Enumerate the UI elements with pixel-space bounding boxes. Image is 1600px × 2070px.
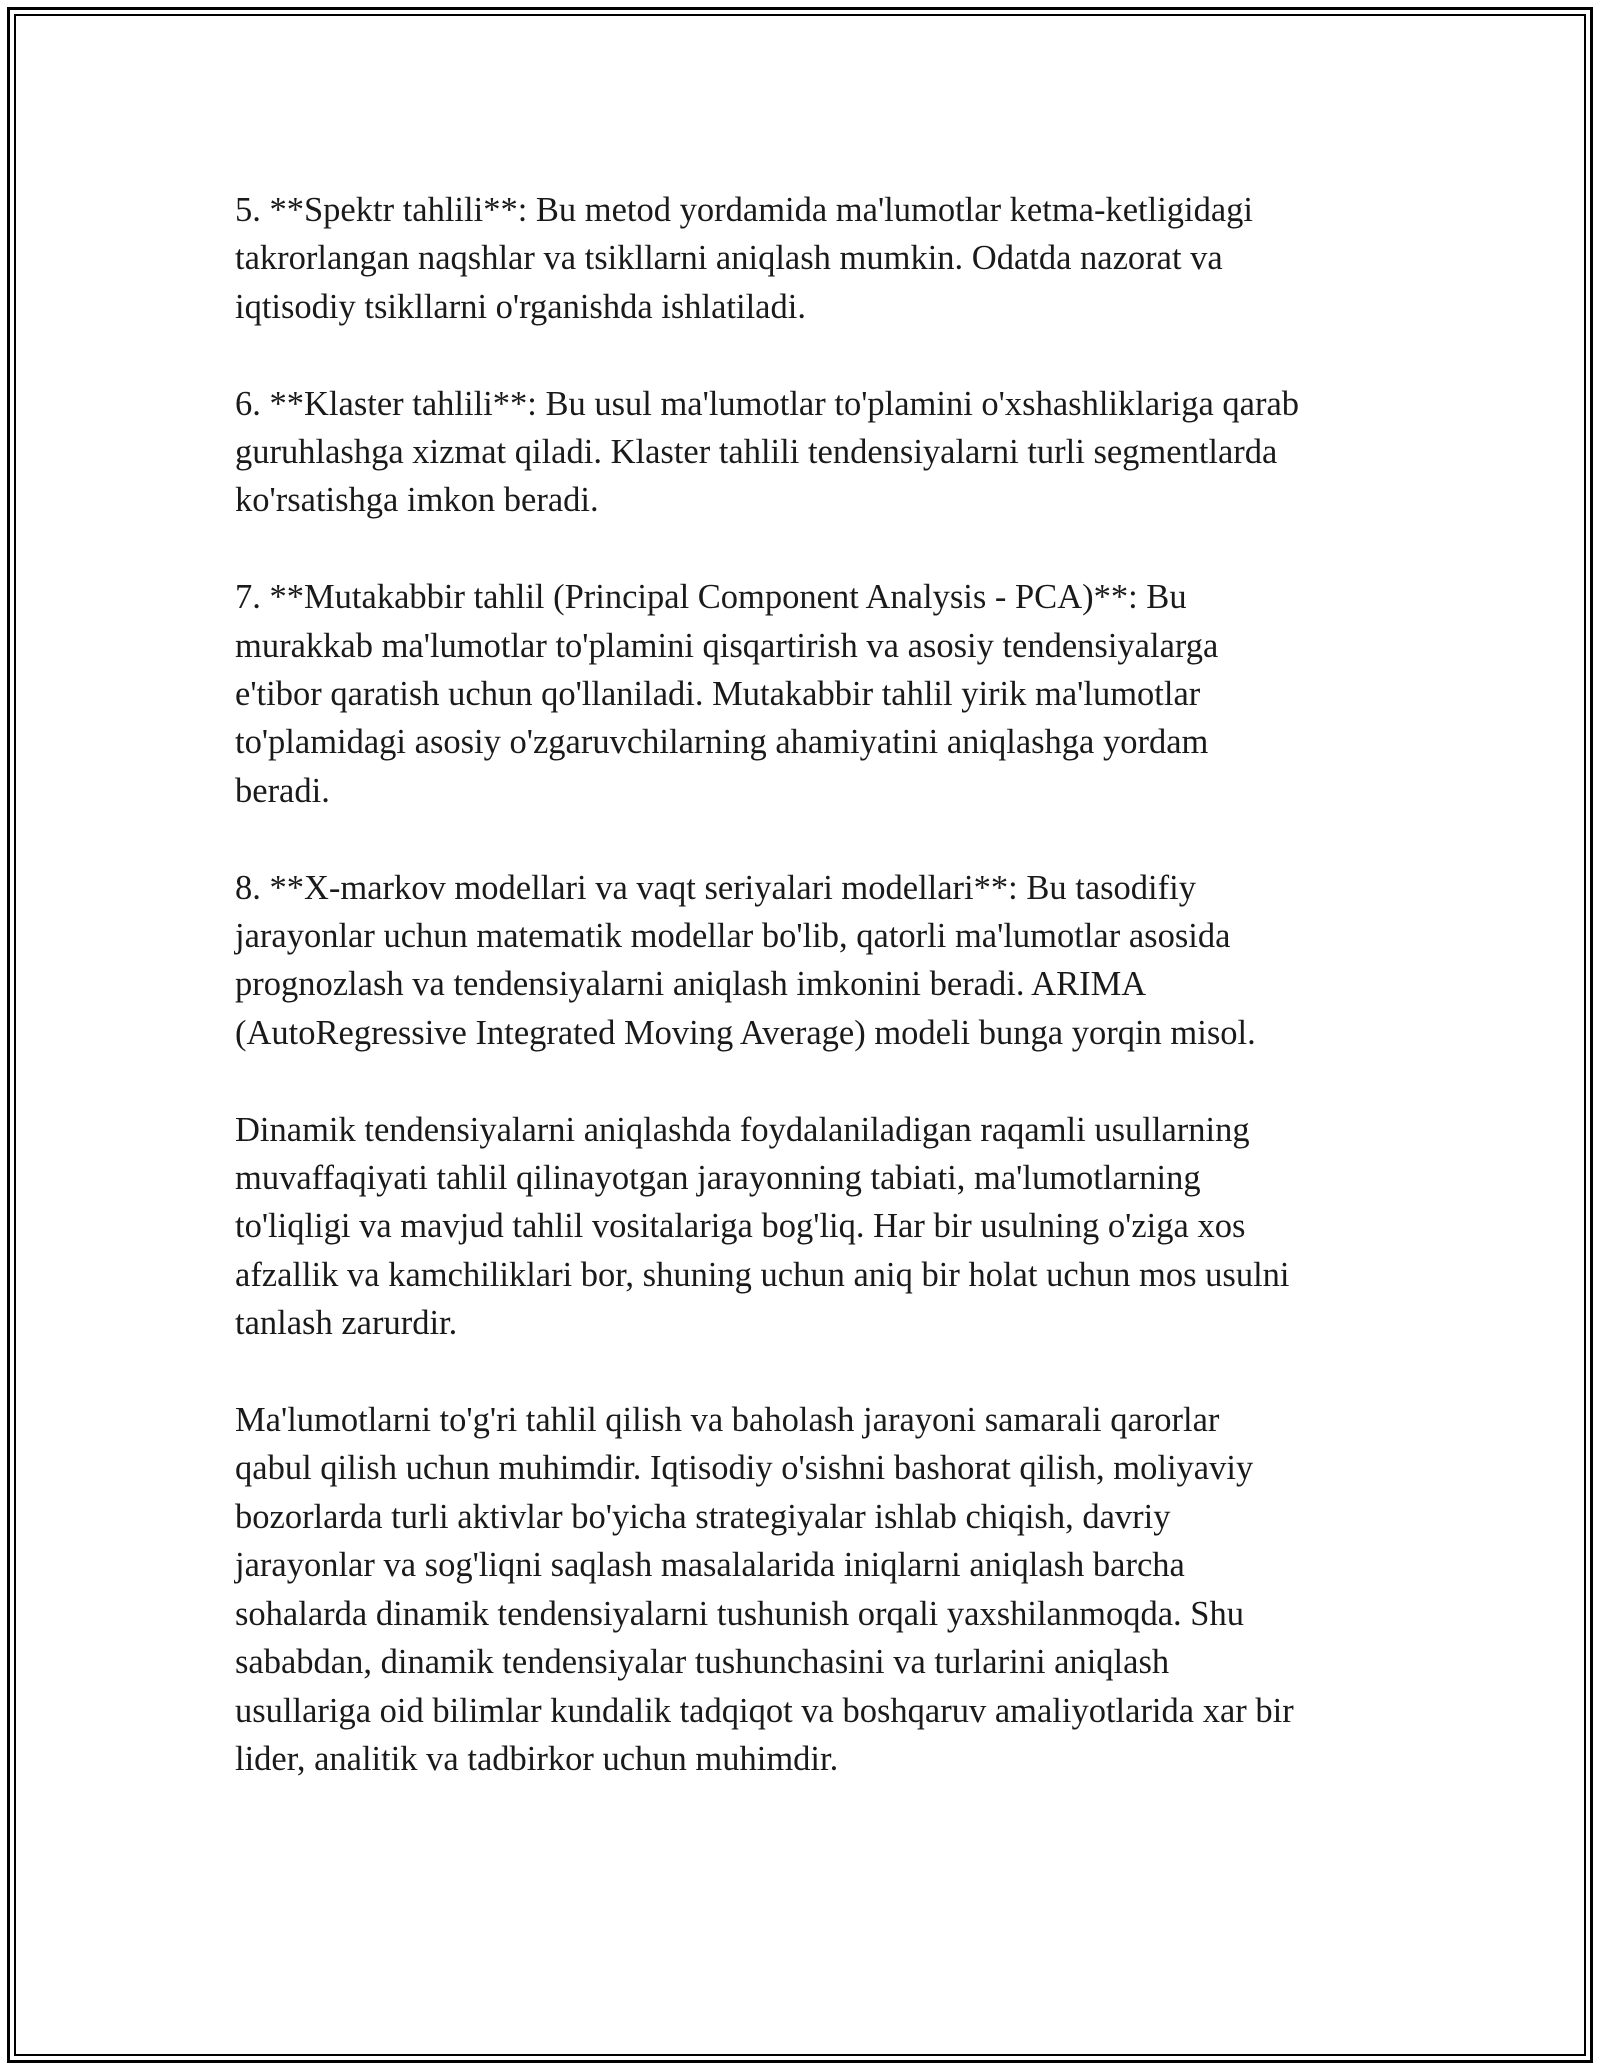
paragraph-x-markov-modellari: 8. **X-markov modellari va vaqt seriyalari modellari**: Bu tasodifiy jarayonlar uchun matematik modellar bo'lib, qatorli ma'lumotlar asosida prognozlash va tendensiyalarni aniqlash imkonini beradi. ARIMA (AutoRegressive Integrated Moving Average) modeli bunga yorqin misol. <box>235 868 1256 1052</box>
paragraph-dinamik-tendensiyalar: Dinamik tendensiyalarni aniqlashda foydalaniladigan raqamli usullarning muvaffaqiyati tahlil qilinayotgan jarayonning tabiati, ma'lumotlarning to'liqligi va mavjud tahlil vositalariga bog'liq. Har bir usulning o'ziga xos afzallik va kamchiliklari bor, shuning uchun aniq bir holat uchun mos usulni tanlash zarurdir. <box>235 1110 1290 1343</box>
paragraph-klaster-tahlili: 6. **Klaster tahlili**: Bu usul ma'lumotlar to'plamini o'xshashliklariga qarab guruhlashga xizmat qiladi. Klaster tahlili tendensiyalarni turli segmentlarda ko'rsatishga imkon beradi. <box>235 384 1300 520</box>
paragraph-spektr-tahlili: 5. **Spektr tahlili**: Bu metod yordamida ma'lumotlar ketma-ketligidagi takrorlangan naqshlar va tsikllarni aniqlash mumkin. Odatda nazorat va iqtisodiy tsikllarni o'rganishda ishlatiladi. <box>235 191 1254 326</box>
document-body <box>235 186 1385 1832</box>
paragraph-mutakabbir-tahlil: 7. **Mutakabbir tahlil (Principal Component Analysis - PCA)**: Bu murakkab ma'lumotlar to'plamini qisqartirish va asosiy tendensiyalarga e'tibor qaratish uchun qo'llaniladi. Mutakabbir tahlil yirik ma'lumotlar to'plamidagi asosiy o'zgaruvchilarning ahamiyatini aniqlashga yordam beradi. <box>235 578 1219 810</box>
paragraph-malumotlarni-tahlil: Ma'lumotlarni to'g'ri tahlil qilish va baholash jarayoni samarali qarorlar qabul qilish uchun muhimdir. Iqtisodiy o'sishni bashorat qilish, moliyaviy bozorlarda turli aktivlar bo'yicha strategiyalar ishlab chiqish, davriy jarayonlar va sog'liqni saqlash masalalarida iniqlarni aniqlash barcha sohalarda dinamik tendensiyalarni tushunish orqali yaxshilanmoqda. Shu sababdan, dinamik tendensiyalar tushunchasini va turlarini aniqlash usullariga oid bilimlar kundalik tadqiqot va boshqaruv amaliyotlarida xar bir lider, analitik va tadbirkor uchun muhimdir. <box>235 1401 1294 1778</box>
